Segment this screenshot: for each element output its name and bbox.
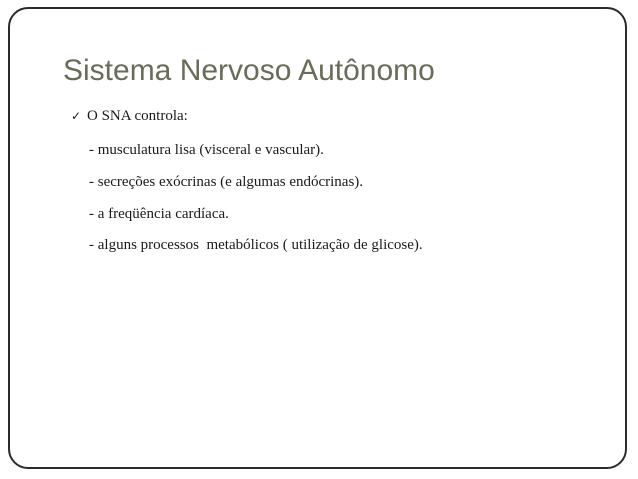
sub-item-processos: - alguns processos metabólicos ( utilização de glicose). — [89, 237, 423, 253]
checkmark-icon: ✓ — [71, 109, 82, 123]
slide-title: Sistema Nervoso Autônomo — [63, 54, 435, 87]
sub-item-frequencia: - a freqüência cardíaca. — [89, 206, 229, 222]
bullet-item — [71, 106, 188, 126]
sub-item-secrecoes: - secreções exócrinas (e algumas endócrinas). — [89, 174, 364, 190]
sub-item-musculatura: - musculatura lisa (visceral e vascular). — [89, 142, 324, 158]
bullet-text: O SNA controla: — [87, 108, 188, 124]
